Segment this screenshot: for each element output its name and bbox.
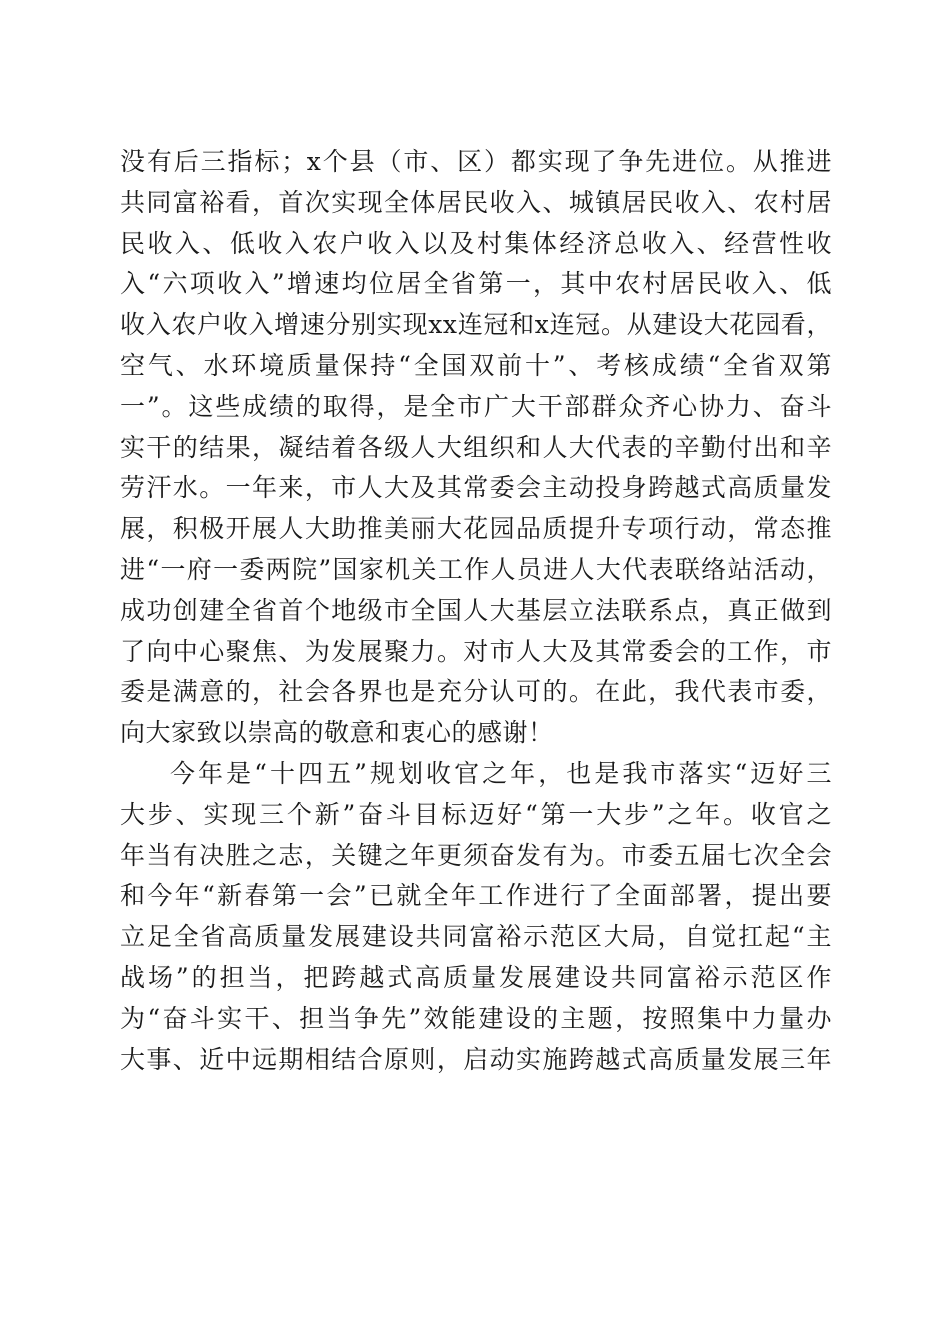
text-line: 民收入、低收入农户收入以及村集体经济总收入、经营性收 (120, 228, 832, 258)
text-line: 战场”的担当，把跨越式高质量发展建设共同富裕示范区作 (120, 962, 832, 992)
paragraph-end-line: 向大家致以崇高的敬意和衷心的感谢！ (120, 718, 554, 748)
text-line: 空气、水环境质量保持“全国双前十”、考核成绩“全省双第 (120, 350, 832, 380)
paragraph-start-line: 今年是“十四五”规划收官之年，也是我市落实“迈好三 (170, 758, 832, 788)
text-line: 进“一府一委两院”国家机关工作人员进人大代表联络站活动， (120, 554, 832, 584)
text-line: 立足全省高质量发展建设共同富裕示范区大局，自觉扛起“主 (120, 922, 832, 952)
text-line: 大事、近中远期相结合原则，启动实施跨越式高质量发展三年 (120, 1044, 832, 1074)
text-line: 展，积极开展人大助推美丽大花园品质提升专项行动，常态推 (120, 514, 832, 544)
text-line: 大步、实现三个新”奋斗目标迈好“第一大步”之年。收官之 (120, 799, 832, 829)
text-line: 入“六项收入”增速均位居全省第一，其中农村居民收入、低 (120, 269, 832, 299)
text-line: 共同富裕看，首次实现全体居民收入、城镇居民收入、农村居 (120, 187, 832, 217)
body-text (120, 142, 832, 1080)
text-line: 实干的结果，凝结着各级人大组织和人大代表的辛勤付出和辛 (120, 432, 832, 462)
text-line: 了向中心聚焦、为发展聚力。对市人大及其常委会的工作，市 (120, 636, 832, 666)
text-line: 年当有决胜之志，关键之年更须奋发有为。市委五届七次全会 (120, 840, 832, 870)
text-line: 一”。这些成绩的取得，是全市广大干部群众齐心协力、奋斗 (120, 391, 832, 421)
text-line: 劳汗水。一年来，市人大及其常委会主动投身跨越式高质量发 (120, 473, 832, 503)
text-line: 为“奋斗实干、担当争先”效能建设的主题，按照集中力量办 (120, 1003, 832, 1033)
text-line: 和今年“新春第一会”已就全年工作进行了全面部署，提出要 (120, 881, 832, 911)
text-line: 成功创建全省首个地级市全国人大基层立法联系点，真正做到 (120, 595, 832, 625)
text-line: 委是满意的，社会各界也是充分认可的。在此，我代表市委， (120, 677, 832, 707)
text-line: 收入农户收入增速分别实现xx连冠和x连冠。从建设大花园看， (120, 310, 832, 340)
text-line: 没有后三指标；x个县（市、区）都实现了争先进位。从推进 (120, 147, 832, 176)
